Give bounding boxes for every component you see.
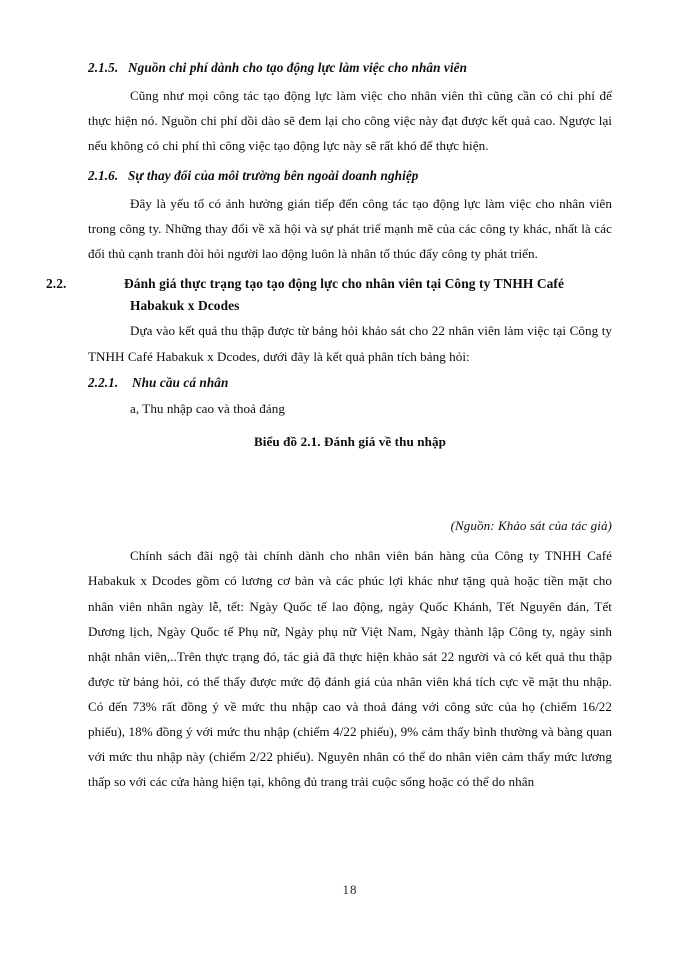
heading-2-1-5-number: 2.1.5. — [88, 60, 119, 75]
heading-2-2-title: Đánh giá thực trạng tạo tạo động lực cho nhân viên tại Công ty TNHH Café Habakuk x Dcodes — [124, 276, 565, 313]
paragraph-2-2: Dựa vào kết quả thu thập được từ bảng hỏi khảo sát cho 22 nhân viên làm việc tại Công ty TNHH Café Habakuk x Dcodes, dưới đây là kết quả phân tích bảng hỏi: — [88, 323, 612, 364]
page-number: 18 — [342, 882, 358, 897]
heading-2-2-1 — [88, 373, 612, 392]
figure-source: (Nguồn: Khảo sát của tác giả) — [450, 518, 612, 534]
figure-caption: Biểu đồ 2.1. Đánh giá về thu nhập — [253, 433, 447, 449]
heading-2-2-1-title: Nhu cầu cá nhân — [132, 374, 229, 390]
chart-image-placeholder — [88, 453, 612, 515]
paragraph-2-1-6: Đây là yếu tố có ảnh hưởng gián tiếp đến công tác tạo động lực làm việc cho nhân viên trong công ty. Những thay đổi về xã hội và sự phát triể mạnh mẽ của các công ty khác, nhất là các đối thủ cạnh tranh đòi hỏi người lao động luôn là nhân tố thúc đẩy công ty phát triển. — [88, 195, 612, 261]
heading-2-2-number: 2.2. — [46, 276, 67, 292]
heading-2-1-5-title: Nguồn chi phí dành cho tạo động lực làm việc cho nhân viên — [128, 60, 468, 75]
heading-2-1-6 — [88, 166, 612, 185]
paragraph-analysis: Chính sách đãi ngộ tài chính dành cho nhân viên bán hàng của Công ty TNHH Café Habakuk x Dcodes gồm có lương cơ bản và các phúc lợi khác như tặng quà hoặc tiền mặt cho nhân viên nhân ngày lễ, tết: Ngày Quốc tế lao động, ngày Quốc Khánh, Tết Nguyên đán, Tết Dương lịch, Ngày Quốc tế Phụ nữ, Ngày phụ nữ Việt Nam, Ngày thành lập Công ty, ngày sinh nhật nhân viên,..Trên thực trạng đó, tác giả đã thực hiện khảo sát 22 người và có kết quả thu thập được từ bảng hỏi, có thể thấy được mức độ đánh giá của nhân viên khá tích cực về mặt thu nhập. Có đến 73% rất đồng ý về mức thu nhập cao và thoả đáng với công sức của họ (chiếm 16/22 phiếu), 18% đồng ý với mức thu nhập (chiếm 4/22 phiếu), 9% cảm thấy bình thường và bàng quan với mức thu nhập này (chiếm 2/22 phiếu). Nguyên nhân có thể do nhân viên cảm thấy mức lương thấp so với các cửa hàng hiện tại, không đủ trang trải cuộc sống hoặc có thể do nhân — [88, 548, 612, 790]
page-content — [46, 58, 612, 795]
paragraph-2-1-5: Cũng như mọi công tác tạo động lực làm việc cho nhân viên thì cũng cần có chi phí để thực hiện nó. Nguồn chi phí dồi dào sẽ đem lại cho công việc này đạt được kết quả cao. Ngược lại nếu không có chi phí thì công việc tạo động lực này sẽ rất khó để thực hiện. — [88, 88, 612, 154]
heading-2-2 — [46, 273, 612, 316]
list-item-a: a, Thu nhập cao và thoả đáng — [130, 400, 285, 416]
heading-2-2-1-number: 2.2.1. — [88, 374, 119, 390]
figure-block — [88, 431, 612, 537]
heading-2-1-5 — [88, 58, 612, 77]
heading-2-1-6-title: Sự thay đổi của môi trường bên ngoài doanh nghiệp — [128, 167, 419, 183]
heading-2-1-6-number: 2.1.6. — [88, 167, 119, 183]
